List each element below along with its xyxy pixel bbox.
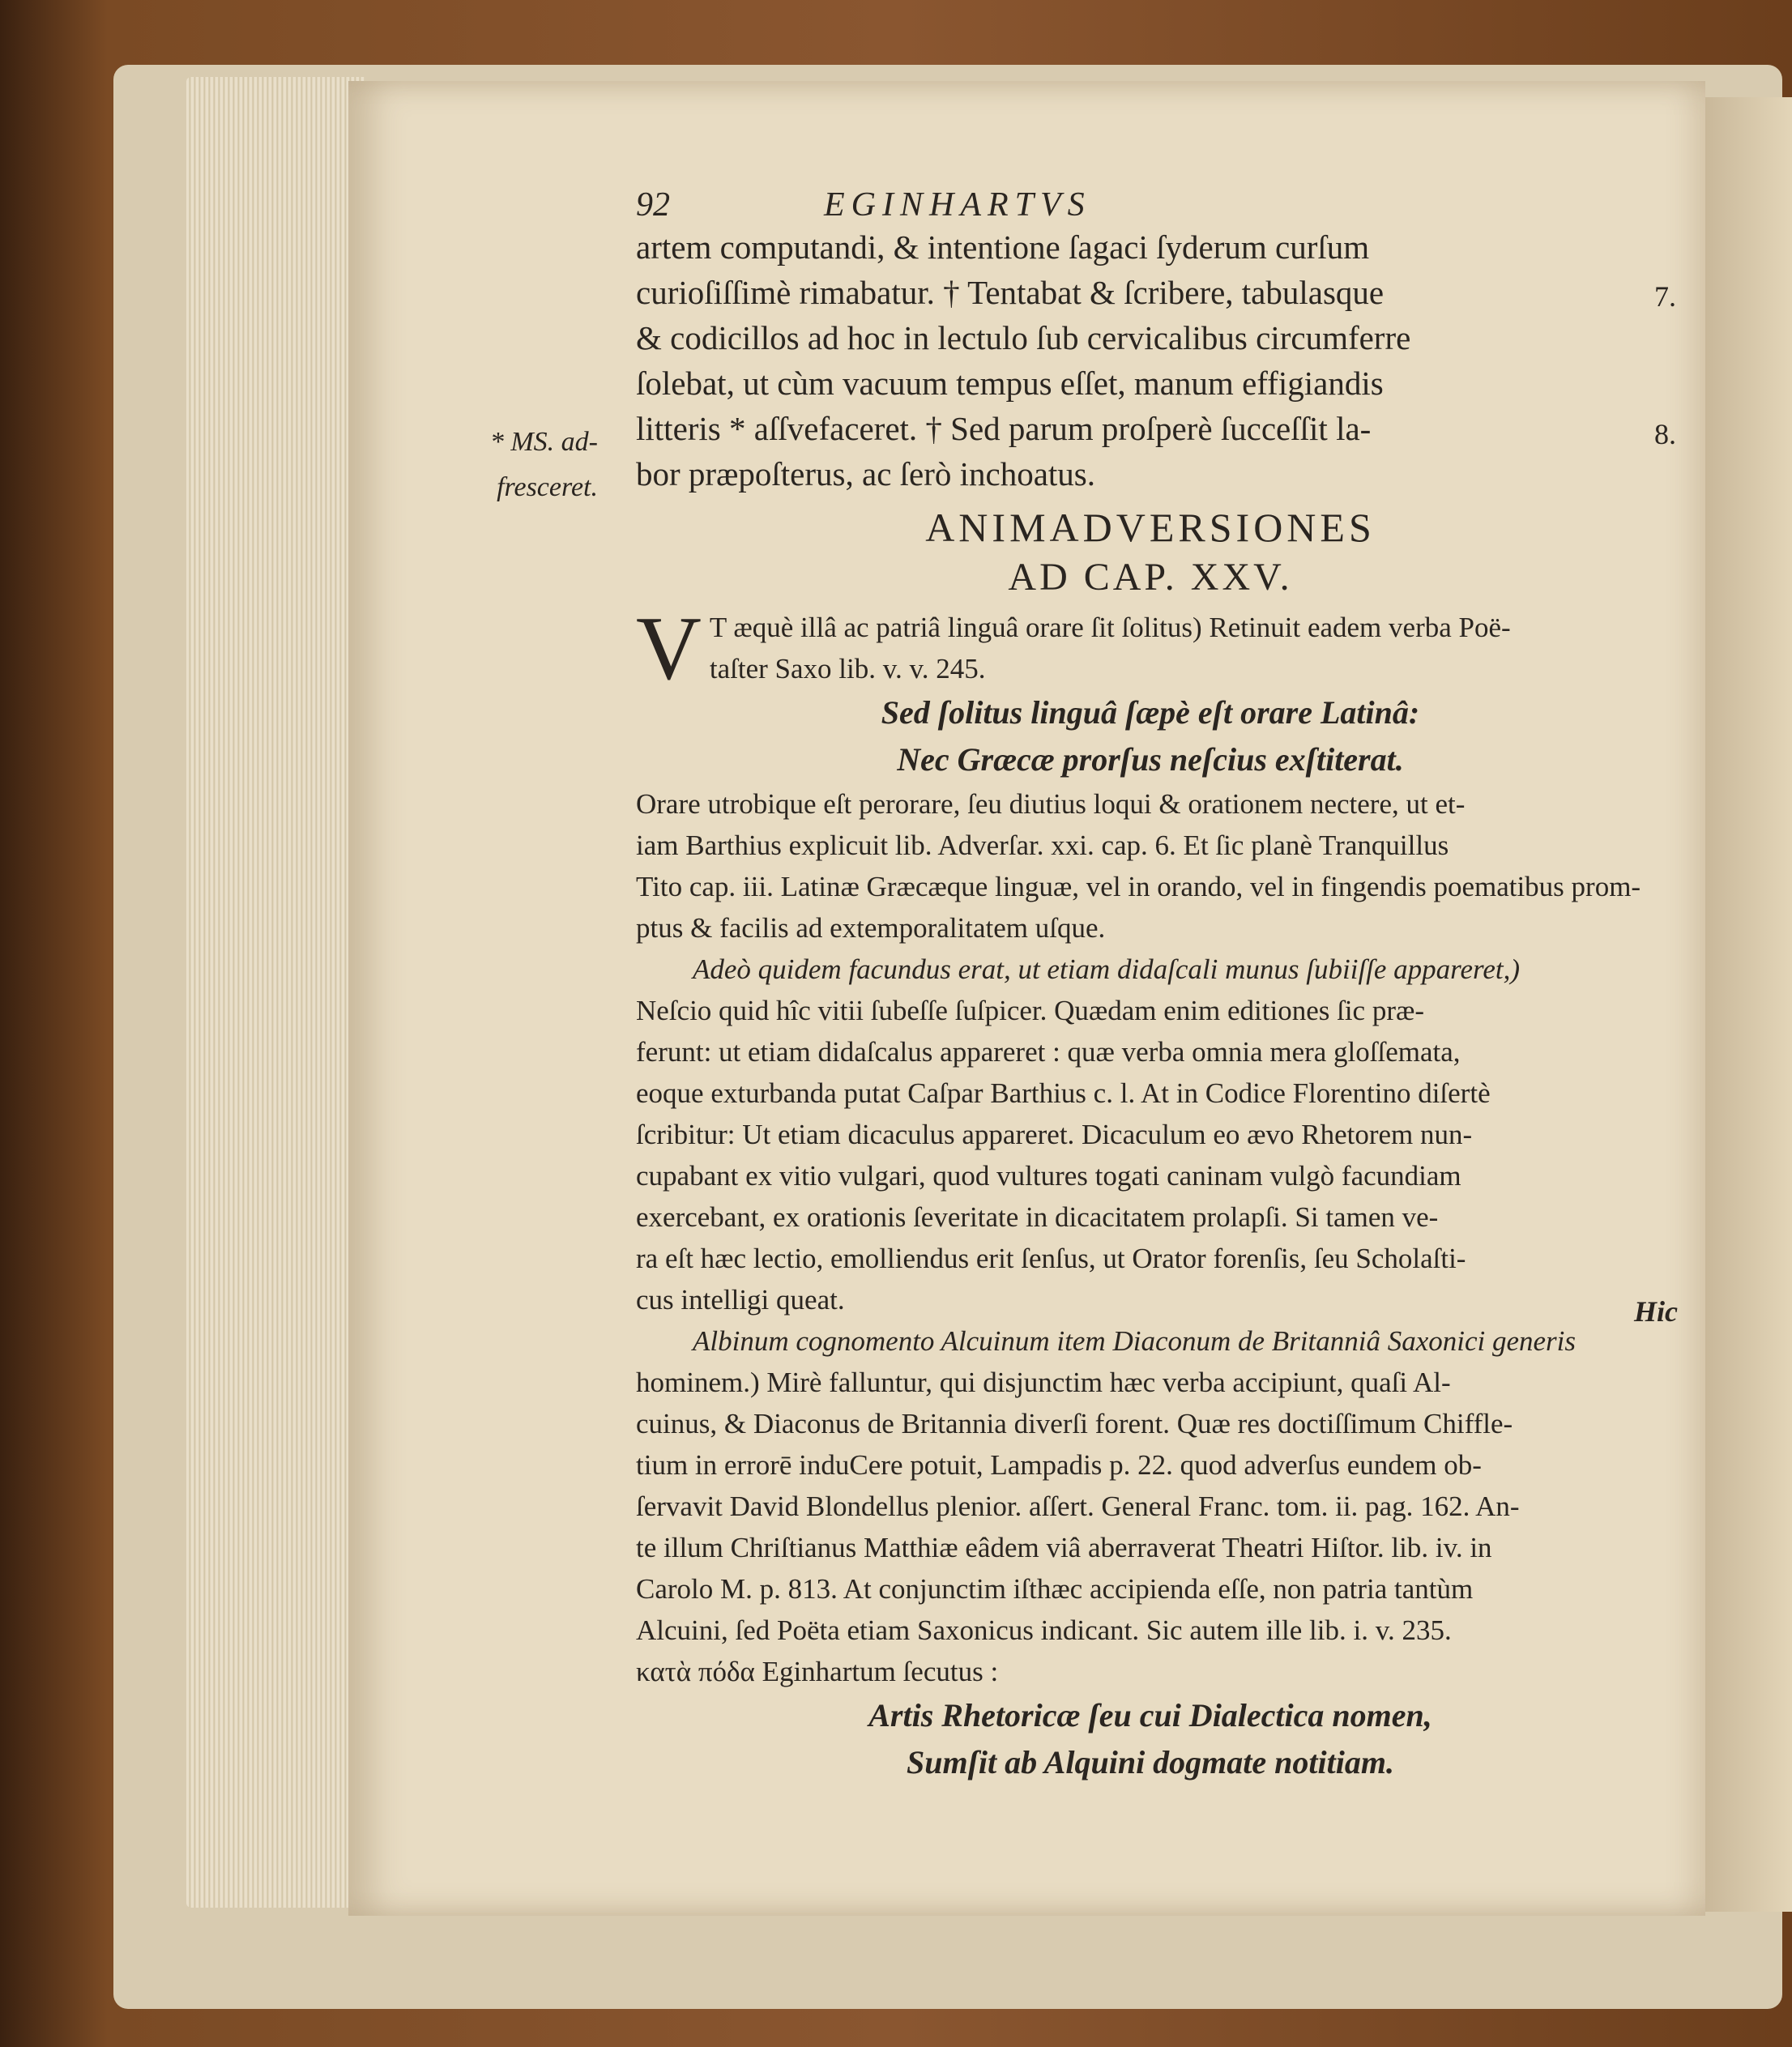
margin-note-line-2: fresceret. (497, 472, 598, 502)
text-line: ra eſt hæc lectio, emolliendus erit ſenſus, ut Orator forenſis, ſeu Scholaſti- (636, 1243, 1466, 1274)
text-line: ſervavit David Blondellus plenior. aſſert. General Franc. tom. ii. pag. 162. An- (636, 1490, 1520, 1522)
text-line: taſter Saxo lib. v. v. 245. (709, 653, 986, 684)
verse-line: Nec Græcæ prorſus neſcius exſtiterat. (897, 741, 1404, 778)
text-line: hominem.) Mirè falluntur, qui disjunctim hæc verba accipiunt, quaſi Al- (636, 1367, 1451, 1398)
text-line: exercebant, ex orationis ſeveritate in dicacitatem prolapſi. Si tamen ve- (636, 1201, 1439, 1233)
verse-quote-2 (636, 1692, 1665, 1786)
annotation-paragraph-3 (636, 990, 1665, 1320)
text-line: Tito cap. iii. Latinæ Græcæque linguæ, vel in orando, vel in fingendis poematibus prom- (636, 871, 1641, 902)
margin-note-ms (468, 420, 598, 510)
margin-number-7: 7. (1654, 280, 1676, 313)
section-subheading: AD CAP. XXV. (1008, 556, 1293, 599)
text-line: T æquè illâ ac patriâ linguâ orare ſit ſolitus) Retinuit eadem verba Poë- (709, 612, 1511, 643)
lemma-4: Albinum cognomento Alcuinum item Diaconum de Britanniâ Saxonici generis (693, 1325, 1577, 1357)
text-line: tium in errorē induCere potuit, Lampadis p. 22. quod adverſus eundem ob- (636, 1449, 1482, 1481)
text-line: litteris * aſſvefaceret. † Sed parum proſperè ſucceſſit la- (636, 410, 1372, 447)
page-number: 92 (636, 186, 670, 224)
text-line: te illum Chriſtianus Matthiæ eâdem viâ aberraverat Theatri Hiſtor. lib. iv. in (636, 1532, 1492, 1563)
margin-note-line-1: * MS. ad- (489, 427, 598, 457)
drop-capital: V (636, 599, 702, 699)
text-line: cuinus, & Diaconus de Britannia diverſi forent. Quæ res doctiſſimum Chiffle- (636, 1408, 1513, 1439)
text-line: ſolebat, ut cùm vacuum tempus eſſet, manum effigiandis (636, 365, 1384, 402)
text-line: κατὰ πόδα Eginhartum ſecutus : (636, 1656, 999, 1687)
facing-page-edge (1705, 97, 1792, 1912)
text-line: Orare utrobique eſt perorare, ſeu diutius loqui & orationem nectere, ut et- (636, 788, 1466, 820)
verse-quote-1 (636, 689, 1665, 783)
text-line: cus intelligi queat. (636, 1284, 845, 1316)
annotation-paragraph-1 (636, 599, 1665, 699)
text-line: eoque exturbanda putat Caſpar Barthius c. l. At in Codice Florentino diſertè (636, 1077, 1491, 1109)
text-line: ſcribitur: Ut etiam dicaculus appareret. Dicaculum eo ævo Rhetorem nun- (636, 1119, 1473, 1150)
text-line: bor præpoſterus, ac ſerò inchoatus. (636, 455, 1096, 493)
verse-line: Artis Rhetoricæ ſeu cui Dialectica nomen, (868, 1697, 1432, 1734)
catchword: Hic (1634, 1295, 1678, 1328)
running-header (636, 182, 1665, 224)
annotation-paragraph-4 (636, 1362, 1665, 1692)
main-text-block (636, 224, 1665, 497)
lemma-3: Adeò quidem facundus erat, ut etiam didaſcali munus ſubiiſſe appareret,) (693, 953, 1521, 985)
running-title: EGINHARTVS (824, 186, 1091, 224)
verse-line: Sed ſolitus linguâ ſæpè eſt orare Latinâ: (881, 694, 1420, 731)
page-text (636, 182, 1665, 1786)
text-line: Neſcio quid hîc vitii ſubeſſe ſuſpicer. Quædam enim editiones ſic præ- (636, 995, 1424, 1026)
text-line: Alcuini, ſed Poëta etiam Saxonicus indicant. Sic autem ille lib. i. v. 235. (636, 1614, 1452, 1646)
text-line: curioſiſſimè rimabatur. † Tentabat & ſcribere, tabulasque (636, 274, 1385, 311)
section-heading: ANIMADVERSIONES (925, 505, 1376, 550)
annotation-paragraph-2 (636, 783, 1665, 949)
page-edges (186, 77, 365, 1908)
margin-number-8: 8. (1654, 418, 1676, 450)
text-line: iam Barthius explicuit lib. Adverſar. xxi. cap. 6. Et ſic planè Tranquillus (636, 829, 1449, 861)
text-line: & codicillos ad hoc in lectulo ſub cervicalibus circumferre (636, 319, 1411, 356)
text-line: ptus & facilis ad extemporalitatem uſque. (636, 912, 1106, 944)
text-line: ferunt: ut etiam didaſcalus appareret : quæ verba omnia mera gloſſemata, (636, 1036, 1461, 1068)
verse-line: Sumſit ab Alquini dogmate notitiam. (907, 1744, 1394, 1780)
text-line: artem computandi, & intentione ſagaci ſyderum curſum (636, 228, 1370, 266)
text-line: cupabant ex vitio vulgari, quod vultures togati caninam vulgò facundiam (636, 1160, 1461, 1192)
text-line: Carolo M. p. 813. At conjunctim iſthæc accipienda eſſe, non patria tantùm (636, 1573, 1474, 1605)
